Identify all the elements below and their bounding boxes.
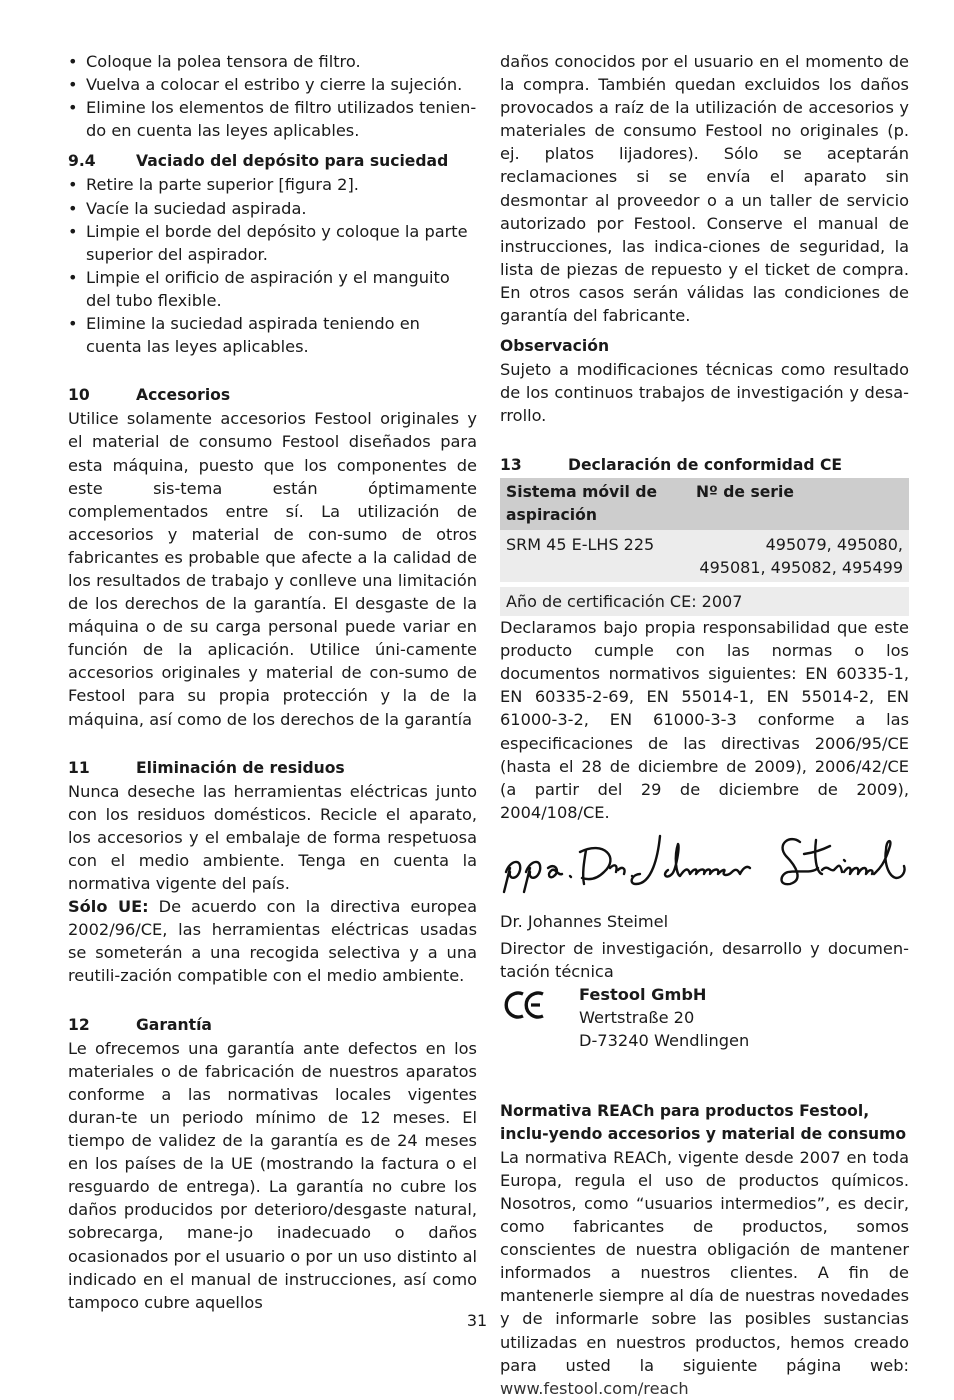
- section-heading-9-4: [68, 150, 477, 173]
- section-heading-11: [68, 757, 477, 780]
- table-cell-serials: 495079, 495080, 495081, 495082, 495499: [690, 530, 909, 582]
- company-street: Wertstraße 20: [579, 1008, 695, 1028]
- signer-role: Director de investigación, desarrollo y documen-tación técnica: [500, 939, 909, 982]
- section-heading-12: [68, 1014, 477, 1037]
- section-title: Declaración de conformidad CE: [568, 455, 843, 474]
- accessories-text: Utilice solamente accesorios Festool originales y el material de consumo Festool diseñados para esta máquina, puesto que los componentes de este sis-tema están óptimamente complementados entre sí. La utilización de accesorios y material de con-sumo de otros fabricantes es probable que afecte a la calidad de los resultados de trabajo y conlleve una limitación de los derechos de la garantía. El desgaste de la máquina o de su carga personal puede variar en función de la aplicación. Utilice úni-camente accesorios originales y material de con-sumo de Festool para su propia protección y la de la máquina, así como de los derechos de la garantía: [68, 409, 477, 729]
- eu-label: Sólo UE:: [68, 897, 149, 917]
- section-number: 10: [68, 386, 90, 405]
- section-number: 12: [68, 1015, 90, 1034]
- page-number: 31: [466, 1311, 488, 1330]
- reach-body: La normativa REACh, vigente desde 2007 en toda Europa, regula el uso de productos químicos. Nosotros, como “usuarios intermedios”, es decir, como fabricantes de productos, somos conscientes de nuestra obligación de mantener informados a nuestros clientes. A fin de mantenerle siempre al día de nuestras novedades y de informarle sobre las posibles sustancias utilizadas en nuestros productos, hemos creado para usted la siguiente página web:: [500, 1147, 909, 1375]
- list-item: • Elimine los elementos de filtro utilizados tenien-do en cuenta las leyes aplicables.: [68, 96, 477, 142]
- eu-text: De acuerdo con la directiva europea 2002/96/CE, las herramientas eléctricas usadas se someterán a una recogida selectiva y a una reutili-zación compatible con el medio ambiente.: [68, 897, 477, 986]
- disposal-text: Nunca deseche las herramientas eléctricas junto con los residuos domésticos. Recicle el aparato, los accesorios y el embalaje de forma respetuosa con el medio ambiente. Tenga en cuenta la normativa vigente del país.: [68, 781, 477, 894]
- observation-heading: Observación: [500, 337, 610, 356]
- emptying-bullets: [68, 173, 477, 358]
- company-name: Festool GmbH: [579, 985, 707, 1005]
- section-number: 9.4: [68, 152, 96, 171]
- eu-note: [68, 895, 477, 987]
- warranty-text: Le ofrecemos una garantía ante defectos en los materiales o de fabricación de nuestros aparatos conforme a las normativas locales vigentes duran-te un periodo mínimo de 12 meses. El tiempo de validez de la garantía es de 24 meses en los países de la UE (mostrando la factura o el resguardo de entrega). La garantía no cubre los daños producidos por deterioro/desgaste natural, sobrecarga, mane-jo inadecuado o daños ocasionados por el usuario o por un uso distinto al indicado en el manual de instrucciones, así como tampoco cubre aquellos: [68, 1038, 477, 1312]
- table-cell-year: Año de certificación CE: 2007: [500, 587, 909, 616]
- signature-image: [500, 826, 909, 904]
- company-block: [500, 983, 909, 1052]
- list-item: • Vacíe la suciedad aspirada.: [68, 197, 477, 220]
- ce-mark-icon: [502, 985, 558, 1025]
- section-title: Eliminación de residuos: [136, 758, 345, 777]
- declaration-text: Declaramos bajo propia responsabilidad que este producto cumple con las normas o los documentos normativos siguientes: EN 60335-1, EN 60335-2-69, EN 55014-1, EN 55014-2, EN 61000-3-2, EN 61000-3-3 conforme a las especificaciones de las directivas 2006/95/CE (hasta el 28 de diciembre de 2009), 2006/42/CE (a partir del 29 de diciembre de 2009), 2004/108/CE.: [500, 618, 909, 822]
- company-address: [579, 983, 749, 1052]
- warranty-text-continued: daños conocidos por el usuario en el momento de la compra. También quedan excluidos los daños provocados a raíz de la utilización de accesorios y materiales de consumo Festool no originales (p. ej. platos lijadores). Sólo se aceptarán reclamaciones si se envía el aparato sin desmontar al proveedor o a un taller de servicio autorizado por Festool. Conserve el manual de instrucciones, las indica-ciones de seguridad, la lista de piezas de repuesto y el ticket de compra. En otros casos serán válidas las condiciones de garantía del fabricante.: [500, 52, 909, 326]
- section-title: Vaciado del depósito para suciedad: [136, 152, 449, 171]
- section-heading-13: [500, 454, 909, 477]
- list-item: • Limpie el orificio de aspiración y el manguito del tubo flexible.: [68, 266, 477, 312]
- section-number: 13: [500, 455, 522, 474]
- reach-text: [500, 1146, 909, 1400]
- section-title: Garantía: [136, 1015, 212, 1034]
- observation-text: Sujeto a modificaciones técnicas como resultado de los continuos trabajos de investigación y desa-rrollo.: [500, 360, 909, 426]
- table-header-serial: Nº de serie: [690, 478, 909, 530]
- reach-link[interactable]: www.festool.com/reach: [500, 1378, 689, 1398]
- signer-name: Dr. Johannes Steimel: [500, 912, 669, 931]
- reach-heading: Normativa REACh para productos Festool, inclu-yendo accesorios y material de consumo: [500, 1101, 907, 1143]
- list-item: • Elimine la suciedad aspirada teniendo en cuenta las leyes aplicables.: [68, 312, 477, 358]
- list-item: • Limpie el borde del depósito y coloque la parte superior del aspirador.: [68, 220, 477, 266]
- section-heading-10: [68, 384, 477, 407]
- section-title: Accesorios: [136, 386, 231, 405]
- table-cell-model: SRM 45 E-LHS 225: [500, 530, 690, 582]
- list-item: • Coloque la polea tensora de filtro.: [68, 50, 477, 73]
- section-number: 11: [68, 758, 90, 777]
- list-item: • Vuelva a colocar el estribo y cierre la sujeción.: [68, 73, 477, 96]
- company-city: D-73240 Wendlingen: [579, 1031, 750, 1051]
- table-header-system: Sistema móvil de aspiración: [500, 478, 690, 530]
- filter-bullets: [68, 50, 477, 142]
- left-column: [68, 50, 477, 1314]
- list-item: • Retire la parte superior [figura 2].: [68, 173, 477, 196]
- conformity-table: [500, 478, 909, 616]
- right-column: [500, 50, 909, 1400]
